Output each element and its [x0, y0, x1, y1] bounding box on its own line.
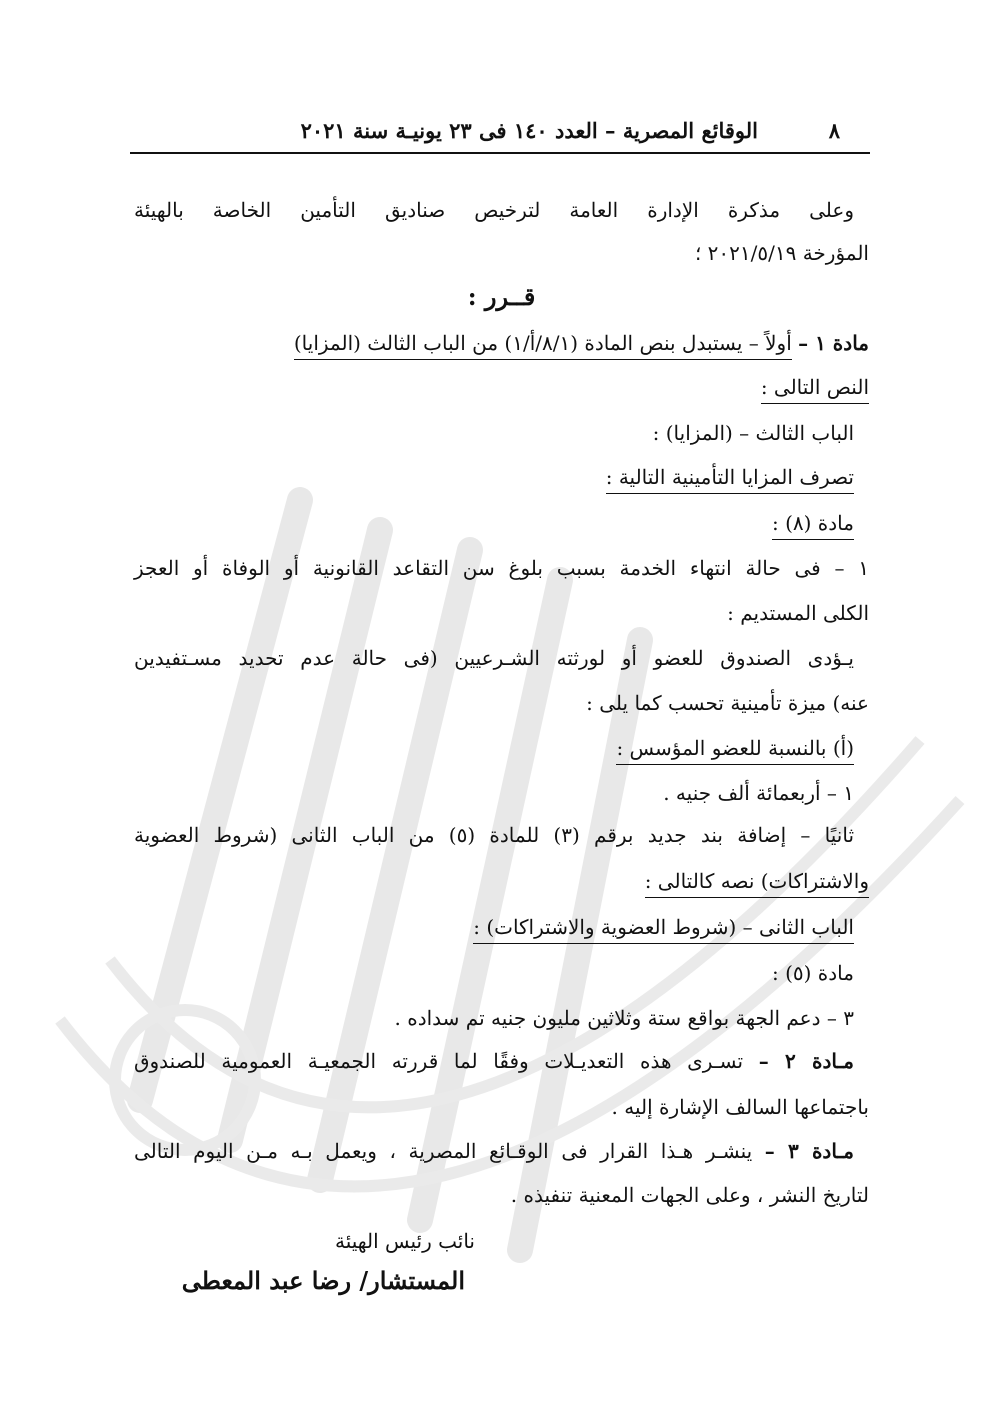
paragraph-line	[134, 372, 869, 402]
article-3-label: مـادة ٣ –	[764, 1139, 855, 1163]
underlined-text: (أ) بالنسبة للعضو المؤسس :	[616, 736, 854, 765]
paragraph-line: عنه) ميزة تأمينية تحسب كما يلى :	[586, 691, 869, 715]
page-header	[130, 112, 870, 154]
paragraph-line: ١ – فى حالة انتهاء الخدمة بسبب بلوغ سن التقاعد القانونية أو الوفاة أو العجز	[134, 556, 869, 580]
underlined-text: مادة (٨) :	[772, 511, 854, 540]
signature-role: نائب رئيس الهيئة	[335, 1229, 475, 1253]
paragraph-line	[119, 733, 854, 763]
paragraph-line: ٣ – دعم الجهة بواقع ستة وثلاثين مليون جنيه تم سداده .	[394, 1006, 854, 1030]
paragraph-line: مادة (٥) :	[771, 961, 854, 985]
article-1-label: مادة ١ –	[798, 331, 869, 355]
paragraph-line	[119, 508, 854, 538]
article-2	[134, 1046, 854, 1076]
paragraph-line: وعلى مذكرة الإدارة العامة لترخيص صناديق التأمين الخاصة بالهيئة	[134, 198, 854, 222]
decision-heading: قــرر :	[467, 282, 536, 311]
underlined-text: الباب الثانى – (شروط العضوية والاشتراكات) :	[473, 915, 854, 944]
paragraph-line: لتاريخ النشر ، وعلى الجهات المعنية تنفيذه .	[510, 1183, 869, 1207]
paragraph-line: ثانيًا – إضافة بند جديد برقم (٣) للمادة (٥) من الباب الثانى (شروط العضوية	[134, 823, 855, 847]
article-2-label: مـادة ٢ –	[758, 1049, 855, 1073]
article-1	[134, 328, 869, 358]
article-3-text: ينشـر هـذا القرار فى الوقـائع المصرية ، ويعمل بـه مـن اليوم التالى	[134, 1139, 753, 1163]
paragraph-line: الباب الثالث – (المزايا) :	[652, 421, 854, 445]
paragraph-line	[134, 866, 869, 896]
paragraph-line: الكلى المستديم :	[727, 601, 869, 625]
paragraph-line: يـؤدى الصندوق للعضو أو لورثته الشـرعيين (فى حالة عدم تحديد مسـتفيدين	[134, 646, 854, 670]
underlined-text: النص التالى :	[761, 375, 869, 404]
paragraph-line: ١ – أربعمائة ألف جنيه .	[663, 781, 854, 805]
article-2-text: تسـرى هذه التعديـلات وفقًا لما قررته الجمعيـة العمومية للصندوق	[134, 1049, 744, 1073]
paragraph-line: باجتماعها السالف الإشارة إليه .	[611, 1095, 869, 1119]
underlined-text: والاشتراكات) نصه كالتالى :	[645, 869, 869, 898]
article-3	[134, 1136, 854, 1166]
paragraph-line	[119, 462, 854, 492]
page-number: ٨	[828, 118, 840, 143]
gazette-title: الوقائع المصرية – العدد ١٤٠ فى ٢٣ يونيـة سنة ٢٠٢١	[300, 118, 758, 143]
paragraph-line: المؤرخة ٢٠٢١/٥/١٩ ؛	[694, 241, 869, 265]
article-1-text: أولاً – يستبدل بنص المادة (٨/١/أ/١) من الباب الثالث (المزايا)	[294, 331, 792, 360]
signature-name: المستشار/ رضا عبد المعطى	[181, 1266, 465, 1295]
underlined-text: تصرف المزايا التأمينية التالية :	[606, 465, 854, 494]
paragraph-line	[119, 912, 854, 942]
